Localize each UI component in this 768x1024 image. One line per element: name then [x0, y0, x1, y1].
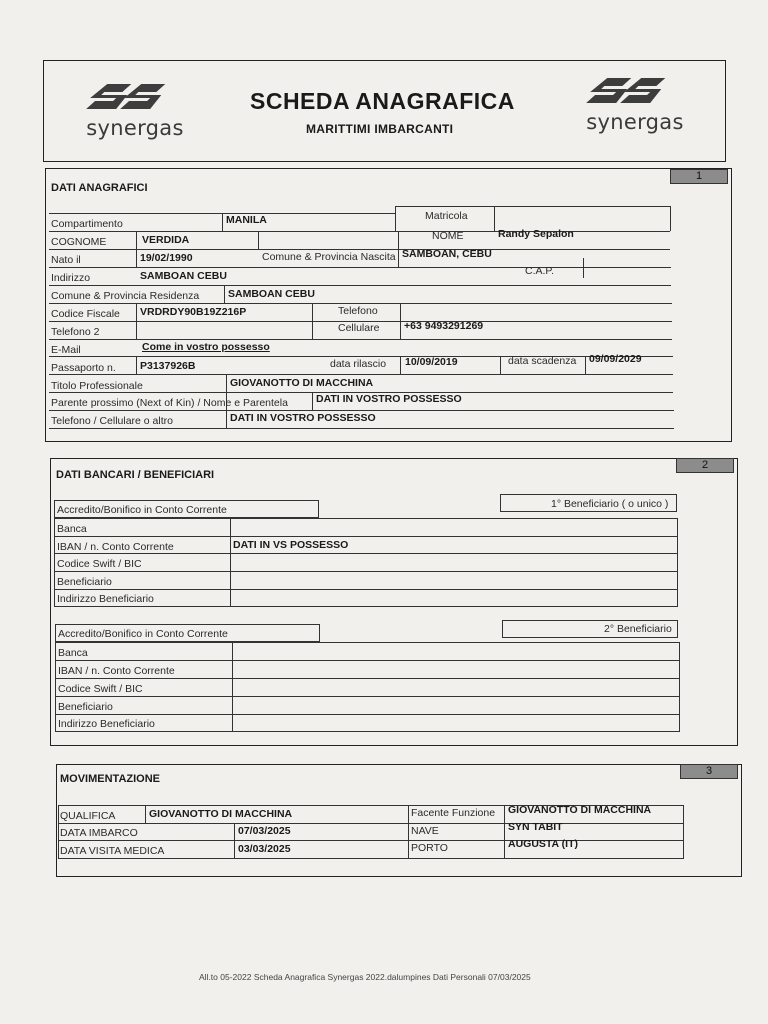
- value-qualifica: GIOVANOTTO DI MACCHINA: [149, 808, 293, 820]
- row-divider: [55, 678, 680, 679]
- beneficiario-2-row-label: Beneficiario: [58, 701, 113, 713]
- col-divider: [500, 356, 501, 374]
- row-divider: [54, 553, 678, 554]
- beneficiario-2-tag: 2° Beneficiario: [604, 623, 672, 635]
- label-email: E-Mail: [51, 344, 81, 356]
- section-title: DATI BANCARI / BENEFICIARI: [56, 469, 215, 481]
- label-residenza: Comune & Provincia Residenza: [51, 290, 200, 302]
- row-divider: [55, 696, 680, 697]
- col-divider: [258, 231, 259, 249]
- label-indirizzo: Indirizzo: [51, 272, 91, 284]
- value-passaporto: P3137926B: [140, 360, 196, 372]
- logo-wordmark: synergas: [586, 110, 684, 134]
- value-comune-nascita: SAMBOAN, CEBU: [402, 248, 492, 260]
- value-residenza: SAMBOAN CEBU: [228, 288, 315, 300]
- label-passaporto: Passaporto n.: [51, 362, 116, 374]
- section-number-badge: 2: [676, 458, 734, 473]
- value-data-imbarco: 07/03/2025: [238, 825, 291, 837]
- col-divider: [312, 392, 313, 410]
- row-divider: [49, 339, 672, 340]
- section-number-badge: 3: [680, 764, 738, 779]
- footer-note: All.to 05-2022 Scheda Anagrafica Synergas 2022.dalumpines Dati Personali 07/03/2025: [199, 972, 531, 982]
- value-nato-il: 19/02/1990: [140, 252, 193, 264]
- row-divider: [49, 285, 671, 286]
- value-facente-funzione: GIOVANOTTO DI MACCHINA: [508, 804, 652, 816]
- row-divider: [49, 231, 670, 232]
- row-divider: [49, 303, 672, 304]
- col-divider: [408, 805, 409, 859]
- label-qualifica: QUALIFICA: [60, 810, 116, 822]
- logo-wordmark: synergas: [86, 116, 184, 140]
- beneficiario-2-row-label: IBAN / n. Conto Corrente: [58, 665, 175, 677]
- beneficiario-1-row-label: Banca: [57, 523, 87, 535]
- label-codice-fiscale: Codice Fiscale: [51, 308, 120, 320]
- label-compartimento: Compartimento: [51, 218, 123, 230]
- beneficiario-2-header-label: Accredito/Bonifico in Conto Corrente: [58, 628, 228, 640]
- label-nome: NOME: [432, 230, 464, 242]
- row-divider: [49, 267, 671, 268]
- beneficiario-1-row-label: Indirizzo Beneficiario: [57, 593, 154, 605]
- value-data-scadenza: 09/09/2029: [589, 353, 642, 365]
- value-codice-fiscale: VRDRDY90B19Z216P: [140, 306, 247, 318]
- row-divider: [58, 840, 684, 841]
- label-data-imbarco: DATA IMBARCO: [60, 827, 138, 839]
- col-divider: [234, 823, 235, 859]
- value-telefono-cellulare-altro: DATI IN VOSTRO POSSESSO: [230, 412, 376, 424]
- value-titolo-professionale: GIOVANOTTO DI MACCHINA: [230, 377, 374, 389]
- row-divider: [54, 589, 678, 590]
- label-porto: PORTO: [411, 842, 448, 854]
- value-compartimento: MANILA: [226, 214, 267, 226]
- label-matricola: Matricola: [425, 210, 468, 222]
- col-divider: [395, 206, 396, 231]
- label-parente-prossimo: Parente prossimo (Next of Kin) / Nome e Parentela: [51, 397, 288, 409]
- value-data-visita-medica: 03/03/2025: [238, 843, 291, 855]
- row-divider: [55, 714, 680, 715]
- col-divider: [145, 805, 146, 823]
- row-divider: [49, 428, 674, 429]
- value-indirizzo: SAMBOAN CEBU: [140, 270, 227, 282]
- label-data-visita-medica: DATA VISITA MEDICA: [60, 845, 165, 857]
- col-divider: [224, 285, 225, 303]
- label-cognome: COGNOME: [51, 236, 107, 248]
- beneficiario-1-row-label: Codice Swift / BIC: [57, 558, 142, 570]
- value-porto: AUGUSTA (IT): [508, 838, 578, 850]
- row-divider: [49, 374, 673, 375]
- label-comune-nascita: Comune & Provincia Nascita: [262, 251, 396, 263]
- label-facente-funzione: Facente Funzione: [411, 807, 496, 819]
- value-parente-prossimo: DATI IN VOSTRO POSSESSO: [316, 393, 462, 405]
- col-divider: [222, 213, 223, 231]
- col-divider: [504, 805, 505, 859]
- section-title: MOVIMENTAZIONE: [60, 773, 161, 785]
- label-titolo-professionale: Titolo Professionale: [51, 380, 143, 392]
- col-divider: [585, 356, 586, 374]
- document-title: SCHEDA ANAGRAFICA: [250, 88, 515, 114]
- row-divider: [49, 249, 670, 250]
- col-divider: [136, 303, 137, 339]
- section-number-badge: 1: [670, 169, 728, 184]
- beneficiario-2-row-label: Banca: [58, 647, 88, 659]
- label-nato-il: Nato il: [51, 254, 81, 266]
- label-telefono-2: Telefono 2: [51, 326, 100, 338]
- value-email[interactable]: Come in vostro possesso: [142, 341, 270, 353]
- value-nome: Randy Sepalon: [498, 228, 574, 240]
- col-divider: [670, 206, 671, 231]
- beneficiario-2-row-label: Codice Swift / BIC: [58, 683, 143, 695]
- label-nave: NAVE: [411, 825, 439, 837]
- col-divider: [136, 356, 137, 374]
- value-cognome: VERDIDA: [142, 234, 190, 246]
- row-divider: [49, 410, 674, 411]
- synergas-logo-right: [560, 72, 710, 142]
- row-divider: [55, 660, 680, 661]
- col-divider: [136, 231, 137, 267]
- beneficiario-1-row-label: Beneficiario: [57, 576, 112, 588]
- col-divider: [400, 303, 401, 339]
- synergas-logo-left: [60, 78, 210, 148]
- label-cellulare: Cellulare: [338, 322, 380, 334]
- beneficiario-1-row-label: IBAN / n. Conto Corrente: [57, 541, 174, 553]
- col-divider: [230, 518, 231, 607]
- label-data-rilascio: data rilascio: [330, 358, 387, 370]
- value-data-rilascio: 10/09/2019: [405, 356, 458, 368]
- section-title: DATI ANAGRAFICI: [51, 182, 148, 194]
- beneficiario-2-row-label: Indirizzo Beneficiario: [58, 718, 155, 730]
- col-divider: [232, 642, 233, 732]
- synergas-logo-icon: [560, 72, 710, 112]
- col-divider: [494, 206, 495, 231]
- label-data-scadenza: data scadenza: [508, 355, 577, 367]
- col-divider: [400, 356, 401, 374]
- row-divider: [54, 571, 678, 572]
- col-divider: [398, 231, 399, 267]
- beneficiario-1-iban-value: DATI IN VS POSSESSO: [233, 539, 349, 551]
- document-subtitle: MARITTIMI IMBARCANTI: [306, 122, 454, 136]
- col-divider: [583, 258, 584, 278]
- label-telefono: Telefono: [338, 305, 378, 317]
- col-divider: [312, 303, 313, 339]
- label-telefono-cellulare-altro: Telefono / Cellulare o altro: [51, 415, 173, 427]
- label-cap: C.A.P.: [525, 265, 554, 277]
- beneficiario-1-tag: 1° Beneficiario ( o unico ): [551, 498, 669, 510]
- row-divider: [395, 206, 670, 207]
- row-divider: [49, 356, 673, 357]
- row-divider: [58, 823, 684, 824]
- value-cellulare: +63 9493291269: [404, 320, 484, 332]
- synergas-logo-icon: [60, 78, 210, 118]
- beneficiario-1-header-label: Accredito/Bonifico in Conto Corrente: [57, 504, 227, 516]
- value-nave: SYN TABIT: [508, 821, 563, 833]
- row-divider: [54, 536, 678, 537]
